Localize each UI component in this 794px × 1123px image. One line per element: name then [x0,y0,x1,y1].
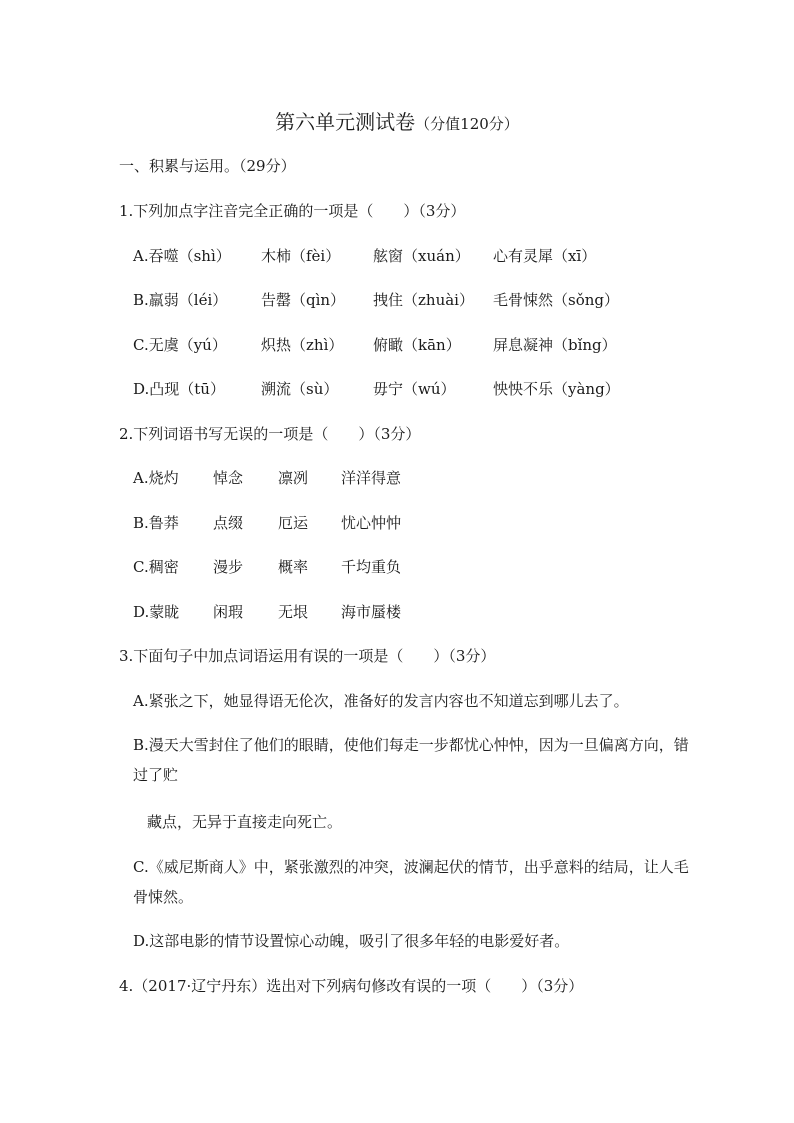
page-title [0,106,794,135]
option-item: A.吞噬（shì） [133,247,231,265]
question-4-stem: 4.（2017·辽宁丹东）选出对下列病句修改有误的一项（ ）（3分） [119,977,584,995]
q3-option-b-cont: 藏点，无异于直接走向死亡。 [147,813,343,831]
option-item: 炽热（zhì） [261,336,344,354]
option-item: D.凸现（tū） [133,380,225,398]
option-item: 悼念 [213,469,244,487]
option-item: 千均重负 [341,558,402,576]
option-item: 告罄（qìn） [261,291,346,309]
option-item: D.蒙眬 [133,603,180,621]
option-item: 洋洋得意 [341,469,402,487]
option-item: 屏息凝神（bǐng） [493,336,617,354]
option-item: 毛骨悚然（sǒng） [493,291,619,309]
option-item: 概率 [278,558,309,576]
option-item: A.烧灼 [133,469,179,487]
q3-option-c: C.《威尼斯商人》中，紧张激烈的冲突，波澜起伏的情节，出乎意料的结局，让人毛骨悚然。 [133,858,689,906]
option-item: 怏怏不乐（yàng） [493,380,620,398]
title-score: （分值120分） [415,115,519,133]
option-item: 木柿（fèi） [261,247,341,265]
option-item: B.鲁莽 [133,514,179,532]
option-item: 溯流（sù） [261,380,339,398]
option-item: 俯瞰（kān） [373,336,461,354]
question-2-stem: 2.下列词语书写无误的一项是（ ）（3分） [119,425,421,443]
option-item: 海市蜃楼 [341,603,402,621]
option-item: 漫步 [213,558,244,576]
option-item: 闲瑕 [213,603,244,621]
title-main: 第六单元测试卷 [275,110,416,134]
option-item: 无垠 [278,603,309,621]
option-item: 点缀 [213,514,244,532]
option-item: 忧心忡忡 [341,514,402,532]
option-item: 凛冽 [278,469,309,487]
option-item: 心有灵犀（xī） [493,247,597,265]
option-item: C.无虞（yú） [133,336,227,354]
question-1-stem: 1.下列加点字注音完全正确的一项是（ ）（3分） [119,202,466,220]
question-3-stem: 3.下面句子中加点词语运用有误的一项是（ ）（3分） [119,647,496,665]
section-heading: 一、积累与运用。（29分） [119,157,296,175]
option-item: C.稠密 [133,558,179,576]
q3-option-a: A.紧张之下，她显得语无伦次，准备好的发言内容也不知道忘到哪儿去了。 [133,692,629,710]
option-item: 舷窗（xuán） [373,247,470,265]
q3-option-b: B.漫天大雪封住了他们的眼睛，使他们每走一步都忧心忡忡，因为一旦偏离方向，错过了贮 [133,736,689,784]
option-item: B.羸弱（léi） [133,291,228,309]
option-item: 毋宁（wú） [373,380,456,398]
q3-option-d: D.这部电影的情节设置惊心动魄，吸引了很多年轻的电影爱好者。 [133,932,570,950]
option-item: 厄运 [278,514,309,532]
option-item: 拽住（zhuài） [373,291,474,309]
